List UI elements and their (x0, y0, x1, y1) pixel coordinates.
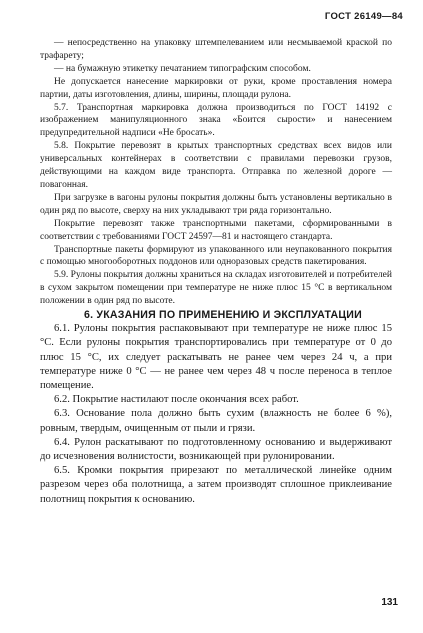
paragraph: — непосредственно на упаковку штемпелеванием или несмываемой краской по трафарету; (40, 38, 392, 61)
paragraph-6-1: 6.1. Рулоны покрытия распаковывают при температуре не ниже плюс 15 °С. Если рулоны покрытия транспортировались при температуре от 0 до плюс 15 °С, их следует раскатывать не ранее чем через 24 ч, а при температуре ниже 0 °С — не ранее чем через 48 ч после переноса в теплое помещение. (40, 323, 392, 392)
paragraph: Покрытие перевозят также транспортными пакетами, сформированными в соответствии с требованиями ГОСТ 24597—81 и настоящего стандарта. (40, 218, 392, 242)
paragraph-5-9: 5.9. Рулоны покрытия должны храниться на складах изготовителей и потребителей в сухом закрытом помещении при температуре не ниже плюс 15 °С в вертикальном положении в один ряд по высоте. (40, 270, 392, 307)
paragraph-6-4: 6.4. Рулон раскатывают по подготовленному основанию и выдерживают до исчезновения волнистости, возникающей при рулонировании. (40, 436, 392, 463)
paragraph: При загрузке в вагоны рулоны покрытия должны быть установлены вертикально в один ряд по высоте, сверху на них укладывают три ряда горизонтально. (40, 192, 392, 216)
paragraph: Транспортные пакеты формируют из упакованного или неупакованного покрытия с помощью многооборотных поддонов или одноразовых средств пакетирования. (40, 244, 392, 268)
paragraph-6-5: 6.5. Кромки покрытия прирезают по металлической линейке одним разрезом через оба полотнища, а затем производят сплошное приклеивание полотнищ покрытия к основанию. (40, 465, 392, 505)
paragraph: — на бумажную этикетку печатанием типографским способом. (54, 63, 311, 74)
paragraph: Не допускается нанесение маркировки от руки, кроме проставления номера партии, даты изготовления, длины, ширины, площади рулона. (40, 76, 392, 100)
standard-header: ГОСТ 26149—84 (324, 11, 403, 22)
section-title: 6. УКАЗАНИЯ ПО ПРИМЕНЕНИЮ И ЭКСПЛУАТАЦИИ (84, 309, 362, 322)
paragraph-6-2: 6.2. Покрытие настилают после окончания всех работ. (54, 394, 299, 406)
paragraph-5-8: 5.8. Покрытие перевозят в крытых транспортных средствах всех видов или универсальных контейнерах в соответствии с правилами перевозки грузов, действующими на каждом виде транспорта. Отправка по железной дороге — повагонная. (40, 141, 392, 190)
page-number: 131 (381, 597, 398, 608)
paragraph-6-3: 6.3. Основание пола должно быть сухим (влажность не более 6 %), ровным, твердым, очищенным от пыли и грязи. (40, 408, 392, 434)
section-6 (40, 308, 392, 507)
document-body (40, 37, 392, 507)
paragraph-5-7: 5.7. Транспортная маркировка должна производиться по ГОСТ 14192 с изображением манипуляционного знака «Боится сырости» и нанесением предупредительной надписи «Не бросать». (40, 102, 392, 139)
